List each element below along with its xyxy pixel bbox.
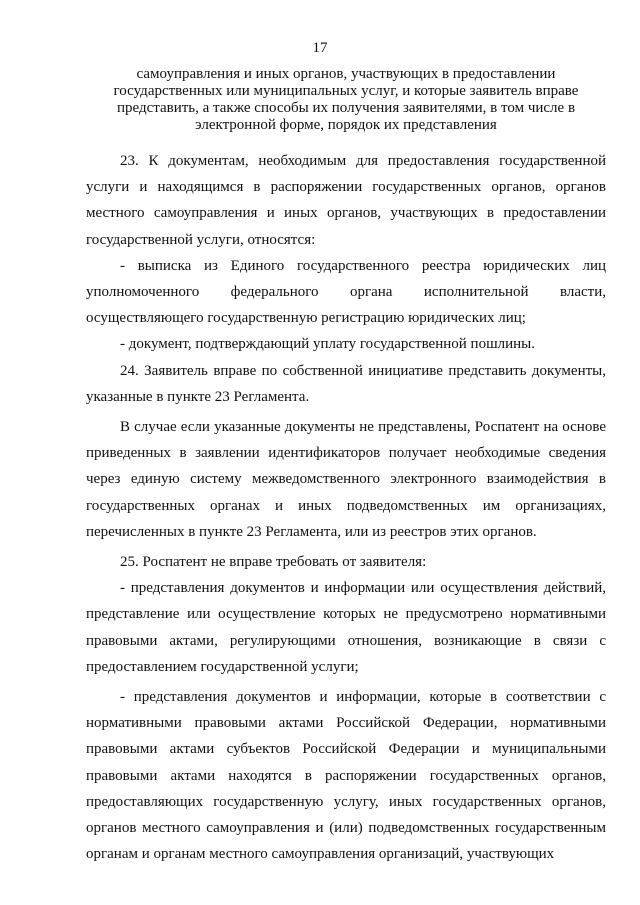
page-number: 17 (312, 40, 328, 56)
paragraph-25-item-1: - представления документов и информации или осуществления действий, представление или осуществление которых не предусмотрено нормативными правовыми актами, регулирующими отношения, возникающие в связи с предоставлением государственной услуги; (86, 580, 606, 675)
paragraph-24: 24. Заявитель вправе по собственной инициативе представить документы, указанные в пункте 23 Регламента. (86, 362, 606, 405)
paragraph-23: 23. К документам, необходимым для предоставления государственной услуги и находящимся в распоряжении государственных органов, органов местного самоуправления и иных органов, участвующих в предоставлении государственной услуги, относятся: (86, 153, 606, 248)
paragraph-24-continuation: В случае если указанные документы не представлены, Роспатент на основе приведенных в заявлении идентификаторов получает необходимые сведения через единую систему межведомственного электронного взаимодействия в государственных органах и иных подведомственных им организациях, перечисленных в пункте 23 Регламента, или из реестров этих органов. (86, 419, 606, 540)
paragraph-23-item-2: - документ, подтверждающий уплату государственной пошлины. (120, 336, 535, 353)
paragraph-25: 25. Роспатент не вправе требовать от заявителя: (120, 554, 427, 571)
document-body (86, 148, 606, 867)
paragraph-23-item-1: - выписка из Единого государственного реестра юридических лиц уполномоченного федерального органа исполнительной власти, осуществляющего государственную регистрацию юридических лиц; (86, 257, 606, 327)
section-heading: самоуправления и иных органов, участвующих в предоставлении государственных или муниципальных услуг, и которые заявитель вправе представить, а также способы их получения заявителями, в том числе в электронной форме, порядок их представления (113, 66, 579, 133)
paragraph-25-item-2: - представления документов и информации, которые в соответствии с нормативными правовыми актами Российской Федерации, нормативными правовыми актами субъектов Российской Федерации и муниципальными правовыми актами находятся в распоряжении государственных органов, предоставляющих государственную услугу, иных государственных органов, органов местного самоуправления и (или) подведомственных государственным органам и органам местного самоуправления организаций, участвующих (86, 689, 606, 863)
